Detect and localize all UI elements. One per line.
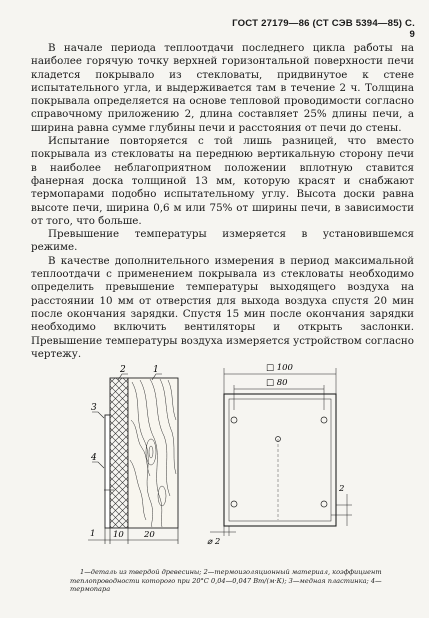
caption-text: 1—деталь из твердой древесины; 2—термоизоляционный материал, коэффициент теплопроводности которого при 20°С 0,04—0,047 Вт/(м·К); 3—медная пластинка; 4—термопара [70,568,382,594]
label-1: 1 [153,365,159,375]
outer-square [224,394,336,526]
device-drawing [0,360,429,570]
paragraph-3: Превышение температуры измеряется в установившемся режиме. [31,228,414,254]
figure [0,360,429,570]
mounting-hole [231,501,237,507]
figure-caption [70,568,390,594]
label-3: 3 [91,403,97,413]
dim-10: 10 [113,530,124,540]
paragraph-2: Испытание повторяется с той лишь разницей, что вместо покрывала из стекловаты на переднюю вертикальную сторону печи в наиболее неблагоприятном положении вплотную ставится фанерная доска толщиной 13 мм, которую красят и снабжают термопарами подобно испытательному углу. Высота доски равна высоте печи, ширина 0,6 м или 75% от ширины печи, в зависимости от того, что больше. [31,135,414,227]
label-4: 4 [91,453,97,463]
dim-2-diameter: ⌀ 2 [207,537,221,547]
plan-view [207,363,352,547]
section-view [88,365,178,544]
dim-100: □ 100 [266,363,293,373]
mounting-hole [321,417,327,423]
paragraph-1: В начале периода теплоотдачи последнего цикла работы на наиболее горячую точку верхней горизонтальной поверхности печи кладется покрывало из стекловаты, придвинутое к стене испытательного угла, и выдерживается там в течение 2 ч. Толщина покрывала определяется на основе тепловой проводимости согласно справочному приложению 2, длина составляет 25% длины печи, а ширина равна сумме глубины печи и расстояния от печи до стены. [31,42,414,134]
insulation-layer [110,378,128,528]
mounting-hole [321,501,327,507]
inner-border [229,399,331,521]
label-2: 2 [120,365,126,375]
dim-80: □ 80 [266,378,288,388]
body-text [31,42,414,361]
paragraph-4: В качестве дополнительного измерения в период максимальной теплоотдачи с применением покрывала из стекловаты необходимо определить превышение температуры выходящего воздуха на расстоянии 10 мм от отверстия для выхода воздуха спустя 20 мин после окончания зарядки. Спустя 15 мин после окончания зарядки необходимо включить вентиляторы и открыть заслонки. Превышение температуры воздуха измеряется устройством согласно чертежу. [31,254,414,360]
dim-1: 1 [90,529,96,539]
dim-2-right: 2 [339,484,345,494]
copper-plate [105,415,110,528]
page-header: ГОСТ 27179—86 (СТ СЭВ 5394—85) С. 9 [232,18,415,40]
mounting-hole [231,417,237,423]
dim-20: 20 [144,530,155,540]
